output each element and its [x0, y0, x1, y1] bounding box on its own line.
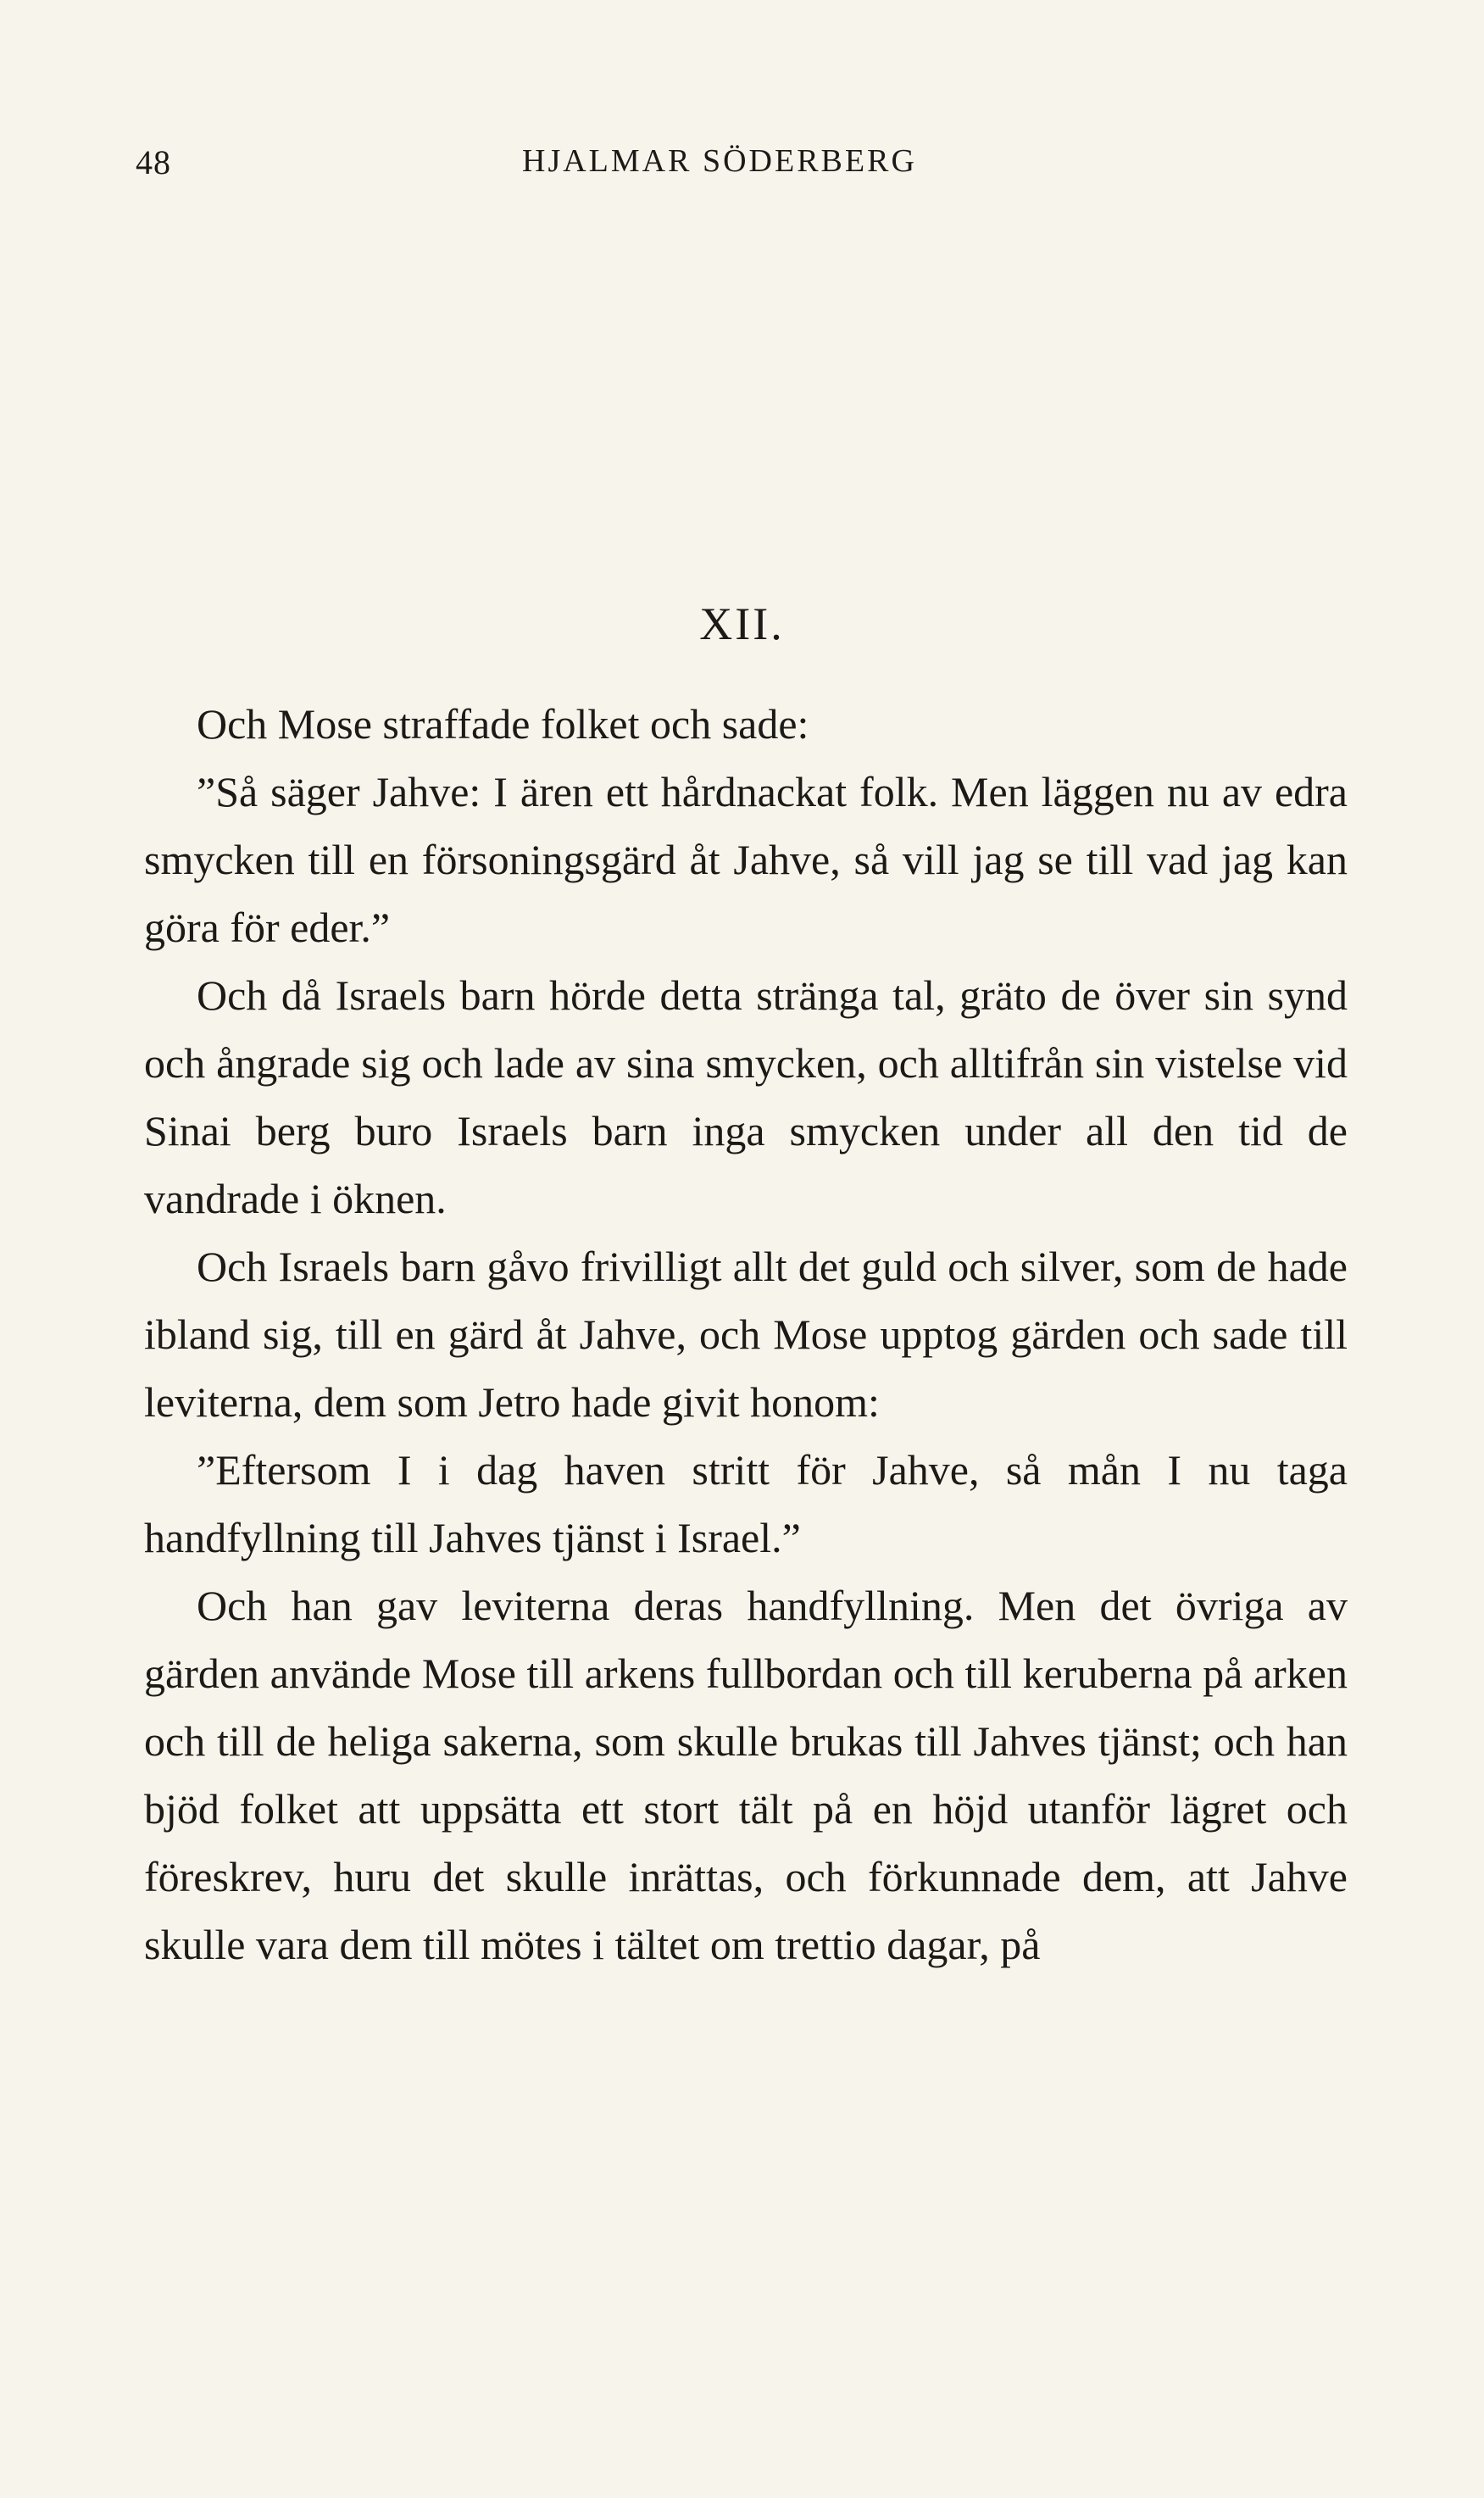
paragraph-1: Och Mose straffade folket och sade: [197, 700, 809, 748]
chapter-heading: XII. [699, 598, 785, 649]
body-text [144, 690, 1348, 1978]
running-head [136, 142, 1356, 193]
paragraph-3: Och då Israels barn hörde detta stränga tal, gräto de över sin synd och ångrade sig och lade av sina smycken, och alltifrån sin vistelse vid Sinai berg buro Israels barn inga smycken under all den tid de vandrade i öknen. [144, 971, 1348, 1222]
running-head-author: HJALMAR SÖDERBERG [522, 143, 917, 179]
page-number: 48 [136, 143, 171, 181]
paragraph-2: ”Så säger Jahve: I ären ett hårdnackat folk. Men läggen nu av edra smycken till en försoningsgärd åt Jahve, så vill jag se till vad jag kan göra för eder.” [144, 768, 1348, 951]
paragraph-5: ”Eftersom I i dag haven stritt för Jahve, så mån I nu taga handfyllning till Jahves tjänst i Israel.” [144, 1446, 1348, 1561]
paragraph-6: Och han gav leviterna deras handfyllning. Men det övriga av gärden använde Mose till arkens fullbordan och till keruberna på arken och till de heliga sakerna, som skulle brukas till Jahves tjänst; och han bjöd folket att uppsätta ett stort tält på en höjd utanför lägret och föreskrev, huru det skulle inrättas, och förkunnade dem, att Jahve skulle vara dem till mötes i tältet om trettio dagar, på [144, 1582, 1348, 1968]
paragraph-4: Och Israels barn gåvo frivilligt allt det guld och silver, som de hade ibland sig, till en gärd åt Jahve, och Mose upptog gärden och sade till leviterna, dem som Jetro hade givit honom: [144, 1243, 1348, 1426]
